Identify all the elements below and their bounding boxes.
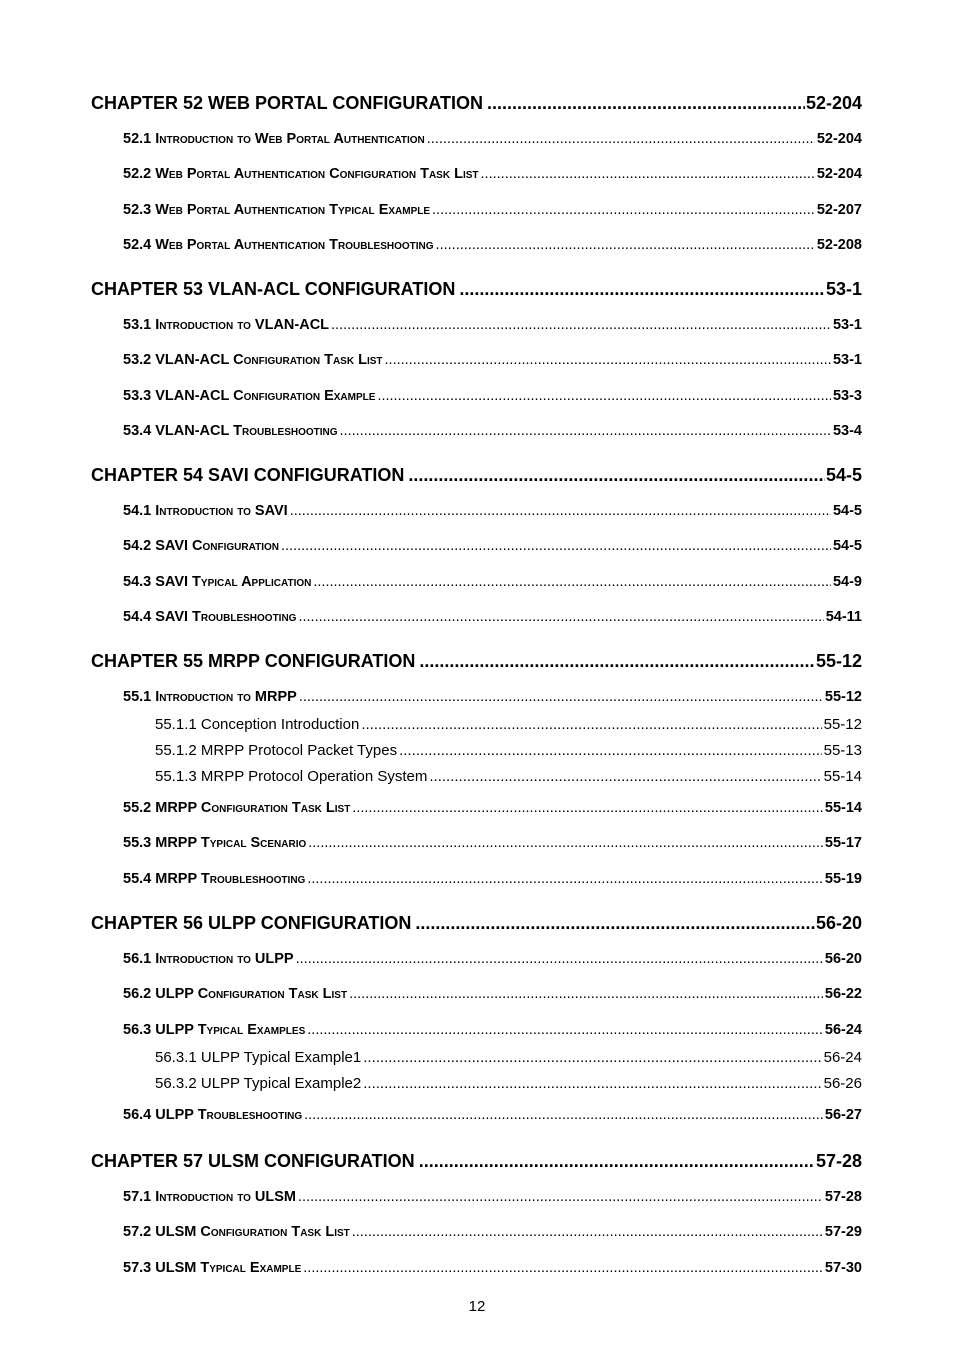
toc-entry-chapter[interactable] (91, 651, 862, 675)
toc-entry-page: 55-14 (824, 800, 862, 816)
toc-entry-section[interactable] (123, 835, 862, 855)
dot-leader (290, 503, 831, 519)
toc-entry-page: 57-29 (824, 1224, 862, 1241)
toc-entry-title: 54.4 SAVI Troubleshooting (123, 609, 297, 626)
toc-entry-title: 55.1 Introduction to MRPP (123, 689, 297, 705)
toc-entry-page: 53-1 (832, 317, 862, 333)
toc-entry-chapter[interactable] (91, 913, 862, 937)
toc-entry-section[interactable] (123, 1260, 862, 1280)
toc-entry-section[interactable] (123, 131, 862, 151)
dot-leader (385, 352, 831, 368)
toc-entry-page: 55-19 (824, 870, 862, 887)
dot-leader (303, 1260, 823, 1276)
toc-entry-title: 57.1 Introduction to ULSM (123, 1189, 297, 1205)
dot-leader (419, 651, 815, 672)
dot-leader (481, 166, 815, 182)
dot-leader (313, 574, 831, 590)
toc-entry-section[interactable] (123, 1022, 862, 1042)
toc-entry-page: 54-9 (832, 573, 862, 590)
toc-entry-title: 53.2 VLAN-ACL Configuration Task List (123, 352, 383, 369)
toc-entry-section[interactable] (123, 1189, 862, 1209)
toc-entry-page: 53-1 (825, 279, 862, 299)
toc-entry-page: 56-24 (824, 1021, 862, 1038)
toc-entry-title: 55.1.3 MRPP Protocol Operation System (155, 768, 428, 785)
toc-entry-page: 52-204 (816, 166, 862, 183)
toc-entry-page: 53-4 (832, 423, 862, 440)
toc-entry-chapter[interactable] (91, 93, 862, 117)
toc-entry-page: 56-22 (824, 986, 862, 1003)
toc-entry-page: 55-12 (823, 716, 862, 733)
toc-entry-page: 55-14 (823, 768, 862, 785)
toc-entry-title: 53.4 VLAN-ACL Troubleshooting (123, 423, 338, 440)
dot-leader (432, 202, 815, 218)
toc-entry-chapter[interactable] (91, 1151, 862, 1175)
toc-entry-page: 57-28 (815, 1151, 862, 1171)
toc-entry-page: 56-20 (824, 951, 862, 967)
toc-entry-title: 55.1.1 Conception Introduction (155, 716, 360, 733)
toc-entry-page: 54-11 (825, 609, 862, 626)
dot-leader (377, 388, 831, 404)
toc-entry-title: 52.4 Web Portal Authentication Troubleshooting (123, 237, 434, 254)
toc-entry-page: 52-204 (805, 93, 862, 113)
dot-leader (331, 317, 831, 333)
toc-entry-title: 54.2 SAVI Configuration (123, 538, 279, 555)
toc-entry-page: 56-24 (823, 1048, 862, 1066)
toc-entry-page: 55-13 (823, 742, 862, 759)
dot-leader (349, 986, 823, 1002)
toc-entry-title: 57.2 ULSM Configuration Task List (123, 1224, 350, 1241)
toc-entry-sub[interactable] (155, 768, 862, 788)
toc-entry-page: 56-27 (824, 1106, 862, 1123)
toc-entry-sub[interactable] (155, 1049, 862, 1069)
dot-leader (436, 237, 815, 253)
toc-entry-section[interactable] (123, 352, 862, 372)
toc-entry-title: CHAPTER 52 WEB PORTAL CONFIGURATION (91, 93, 484, 113)
toc-entry-page: 55-12 (815, 651, 862, 671)
toc-entry-page: 52-207 (816, 201, 862, 218)
dot-leader (419, 1151, 815, 1172)
toc-entry-page: 52-208 (816, 237, 862, 254)
toc-entry-page: 54-5 (832, 538, 862, 555)
dot-leader (427, 131, 815, 147)
toc-entry-page: 57-30 (824, 1259, 862, 1276)
dot-leader (352, 1224, 823, 1240)
toc-entry-section[interactable] (123, 317, 862, 337)
toc-entry-page: 57-28 (824, 1189, 862, 1205)
toc-entry-title: CHAPTER 57 ULSM CONFIGURATION (91, 1151, 415, 1171)
toc-entry-sub[interactable] (155, 742, 862, 762)
toc-entry-section[interactable] (123, 986, 862, 1006)
toc-entry-section[interactable] (123, 951, 862, 971)
toc-entry-section[interactable] (123, 423, 862, 443)
dot-leader (415, 913, 815, 934)
toc-entry-title: CHAPTER 53 VLAN-ACL CONFIGURATION (91, 279, 456, 299)
dot-leader (298, 1189, 823, 1205)
dot-leader (459, 279, 825, 300)
toc-entry-sub[interactable] (155, 716, 862, 736)
dot-leader (307, 871, 823, 887)
toc-entry-section[interactable] (123, 237, 862, 257)
toc-entry-section[interactable] (123, 1224, 862, 1244)
dot-leader (408, 465, 825, 486)
toc-entry-section[interactable] (123, 609, 862, 629)
dot-leader (281, 538, 831, 554)
toc-entry-page: 52-204 (816, 131, 862, 147)
toc-entry-section[interactable] (123, 202, 862, 222)
page-number: 12 (468, 1298, 486, 1315)
toc-entry-title: 53.3 VLAN-ACL Configuration Example (123, 387, 376, 404)
toc-entry-chapter[interactable] (91, 279, 862, 303)
dot-leader (307, 1022, 823, 1038)
toc-entry-title: 52.2 Web Portal Authentication Configuration Task List (123, 166, 479, 183)
toc-entry-title: 56.2 ULPP Configuration Task List (123, 986, 348, 1003)
toc-entry-title: 55.4 MRPP Troubleshooting (123, 870, 306, 887)
toc-entry-title: 52.1 Introduction to Web Portal Authentication (123, 131, 425, 147)
toc-entry-title: 56.3 ULPP Typical Examples (123, 1021, 306, 1038)
toc-entry-title: CHAPTER 54 SAVI CONFIGURATION (91, 465, 405, 485)
toc-entry-section[interactable] (123, 574, 862, 594)
toc-entry-page: 53-1 (832, 352, 862, 369)
toc-entry-section[interactable] (123, 800, 862, 820)
toc-entry-page: 54-5 (832, 503, 862, 519)
toc-entry-title: 54.1 Introduction to SAVI (123, 503, 288, 519)
toc-entry-section[interactable] (123, 538, 862, 558)
toc-entry-title: 56.4 ULPP Troubleshooting (123, 1106, 303, 1123)
toc-entry-chapter[interactable] (91, 465, 862, 489)
dot-leader (340, 423, 831, 439)
toc-entry-title: 55.1.2 MRPP Protocol Packet Types (155, 742, 398, 759)
toc-entry-title: 53.1 Introduction to VLAN-ACL (123, 317, 330, 333)
dot-leader (298, 609, 823, 625)
toc-entry-page: 54-5 (825, 465, 862, 485)
toc-entry-page: 56-20 (815, 913, 862, 933)
toc-entry-title: 55.3 MRPP Typical Scenario (123, 835, 307, 852)
toc-entry-title: CHAPTER 56 ULPP CONFIGURATION (91, 913, 412, 933)
dot-leader (299, 689, 823, 705)
toc-entry-title: 56.3.1 ULPP Typical Example1 (155, 1048, 362, 1066)
toc-entry-section[interactable] (123, 871, 862, 891)
toc-entry-section[interactable] (123, 689, 862, 709)
toc-entry-section[interactable] (123, 503, 862, 523)
toc-entry-page: 53-3 (832, 387, 862, 404)
dot-leader (399, 742, 822, 759)
toc-entry-title: 54.3 SAVI Typical Application (123, 573, 312, 590)
toc-entry-title: 57.3 ULSM Typical Example (123, 1259, 302, 1276)
toc-entry-section[interactable] (123, 1107, 862, 1127)
dot-leader (308, 835, 823, 851)
toc-entry-title: 52.3 Web Portal Authentication Typical Example (123, 201, 431, 218)
dot-leader (363, 1075, 821, 1092)
dot-leader (429, 768, 821, 785)
toc-entry-page: 55-12 (824, 689, 862, 705)
dot-leader (296, 951, 823, 967)
toc-entry-title: 56.3.2 ULPP Typical Example2 (155, 1074, 362, 1092)
toc-entry-title: 55.2 MRPP Configuration Task List (123, 800, 351, 816)
toc-entry-section[interactable] (123, 166, 862, 186)
toc-entry-sub[interactable] (155, 1075, 862, 1095)
dot-leader (361, 716, 821, 733)
toc-entry-title: 56.1 Introduction to ULPP (123, 951, 294, 967)
dot-leader (363, 1049, 821, 1066)
toc-entry-title: CHAPTER 55 MRPP CONFIGURATION (91, 651, 416, 671)
dot-leader (352, 800, 823, 816)
toc-entry-page: 56-26 (823, 1074, 862, 1092)
dot-leader (304, 1107, 823, 1123)
toc-entry-page: 55-17 (824, 835, 862, 852)
dot-leader (487, 93, 805, 114)
toc-entry-section[interactable] (123, 388, 862, 408)
